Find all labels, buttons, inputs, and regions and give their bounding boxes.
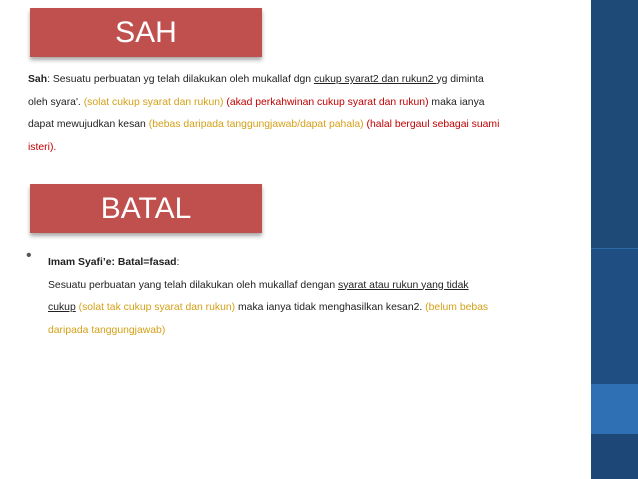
sidebar-block-highlight <box>591 384 638 434</box>
sah-title: SAH <box>115 16 177 49</box>
text-line <box>48 275 488 298</box>
batal-paragraph <box>48 252 488 342</box>
text-run: Sesuatu perbuatan yang telah dilakukan oleh mukallaf dengan <box>48 279 338 291</box>
example-text: (bebas daripada tanggungjawab/dapat pahala) <box>148 119 364 130</box>
text-line <box>48 320 488 343</box>
text-run: yg diminta <box>436 74 484 85</box>
sah-paragraph <box>28 69 499 159</box>
text-run: maka ianya tidak menghasilkan kesan2. <box>235 302 426 313</box>
decorative-sidebar <box>591 0 638 479</box>
underlined-text: cukup syarat2 dan rukun2 <box>313 74 437 85</box>
example-text: isteri). <box>28 141 57 153</box>
text-run: : Sesuatu perbuatan yg telah dilakukan oleh mukallaf dgn <box>47 74 314 85</box>
sidebar-block <box>591 434 638 479</box>
sah-banner <box>30 8 262 57</box>
example-text: daripada tanggungjawab) <box>48 324 166 336</box>
text-line <box>28 114 499 137</box>
text-run: maka ianya <box>428 96 485 108</box>
batal-title: BATAL <box>100 192 192 225</box>
example-text: (solat cukup syarat dan rukun) <box>83 96 224 108</box>
example-text: (halal bergaul sebagai suami <box>366 119 500 130</box>
text-line <box>28 92 499 115</box>
example-text: (solat tak cukup syarat dan rukun) <box>78 302 236 313</box>
text-line <box>48 252 488 275</box>
text-line <box>28 137 499 160</box>
term-batal: Imam Syafi’e: Batal=fasad <box>48 257 177 268</box>
text-run: oleh syara'. <box>28 96 84 108</box>
term-sah: Sah <box>28 74 48 85</box>
bullet-point: • <box>26 247 32 264</box>
text-line <box>48 297 488 320</box>
example-text: (belum bebas <box>425 302 489 313</box>
example-text: (akad perkahwinan cukup syarat dan rukun) <box>226 96 429 108</box>
sidebar-block <box>591 248 638 385</box>
batal-banner <box>30 184 262 233</box>
text-run: dapat mewujudkan kesan <box>28 119 149 130</box>
sidebar-block <box>591 0 638 248</box>
underlined-text: cukup <box>48 302 76 313</box>
underlined-text: syarat atau rukun yang tidak <box>338 279 469 291</box>
text-line <box>28 69 499 92</box>
text-run: : <box>176 257 180 268</box>
